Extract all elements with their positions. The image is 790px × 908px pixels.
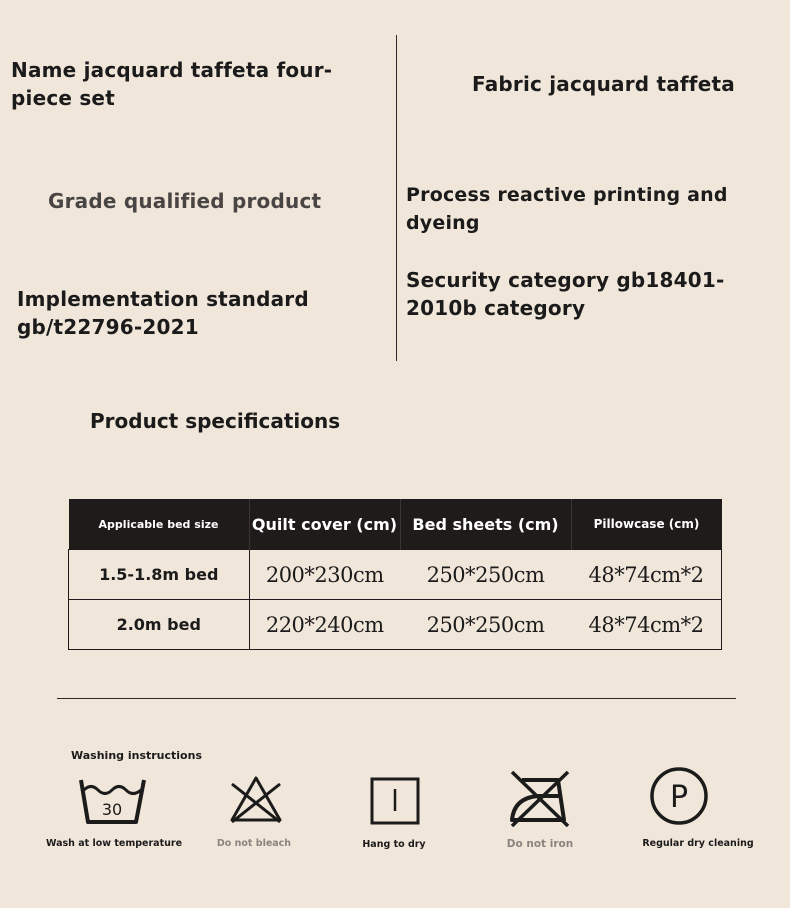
cell-quilt: 200*230cm bbox=[249, 550, 400, 600]
cell-pillow: 48*74cm*2 bbox=[571, 550, 722, 600]
table-row bbox=[69, 550, 722, 600]
no-bleach-icon bbox=[228, 774, 284, 824]
col-header-size: Applicable bed size bbox=[69, 499, 250, 550]
no-iron-label: Do not iron bbox=[506, 838, 574, 850]
no-bleach-label: Do not bleach bbox=[216, 838, 292, 849]
attr-grade: Grade qualified product bbox=[48, 189, 322, 213]
cell-size: 2.0m bed bbox=[69, 600, 250, 650]
attr-standard: Implementation standard gb/t22796-2021 bbox=[17, 287, 309, 339]
cell-pillow: 48*74cm*2 bbox=[571, 600, 722, 650]
dry-clean-letter: P bbox=[669, 780, 689, 815]
vertical-divider bbox=[396, 35, 397, 361]
no-iron-icon bbox=[508, 768, 572, 828]
attr-fabric: Fabric jacquard taffeta bbox=[472, 72, 735, 96]
cell-sheets: 250*250cm bbox=[400, 600, 571, 650]
attr-name: Name jacquard taffeta four-piece set bbox=[11, 58, 333, 110]
hang-dry-label: Hang to dry bbox=[362, 839, 426, 850]
wash-30-icon bbox=[78, 778, 148, 826]
table-row bbox=[69, 600, 722, 650]
col-header-sheets: Bed sheets (cm) bbox=[400, 499, 571, 550]
specs-title: Product specifications bbox=[90, 409, 341, 433]
cell-sheets: 250*250cm bbox=[400, 550, 571, 600]
attr-security: Security category gb18401-2010b category bbox=[406, 268, 725, 320]
wash-temp-number: 30 bbox=[101, 800, 123, 819]
dry-clean-p-icon bbox=[649, 766, 709, 826]
wash-label: Wash at low temperature bbox=[45, 838, 183, 849]
cell-quilt: 220*240cm bbox=[249, 600, 400, 650]
dry-clean-label: Regular dry cleaning bbox=[642, 838, 754, 849]
col-header-quilt: Quilt cover (cm) bbox=[249, 499, 400, 550]
spec-table bbox=[68, 499, 722, 650]
attr-process: Process reactive printing and dyeing bbox=[406, 184, 728, 234]
washing-title: Washing instructions bbox=[71, 749, 202, 762]
table-header-row bbox=[69, 499, 722, 550]
horizontal-divider bbox=[57, 698, 736, 699]
col-header-pillow: Pillowcase (cm) bbox=[571, 499, 722, 550]
cell-size: 1.5-1.8m bed bbox=[69, 550, 250, 600]
hang-dry-icon bbox=[370, 777, 420, 825]
